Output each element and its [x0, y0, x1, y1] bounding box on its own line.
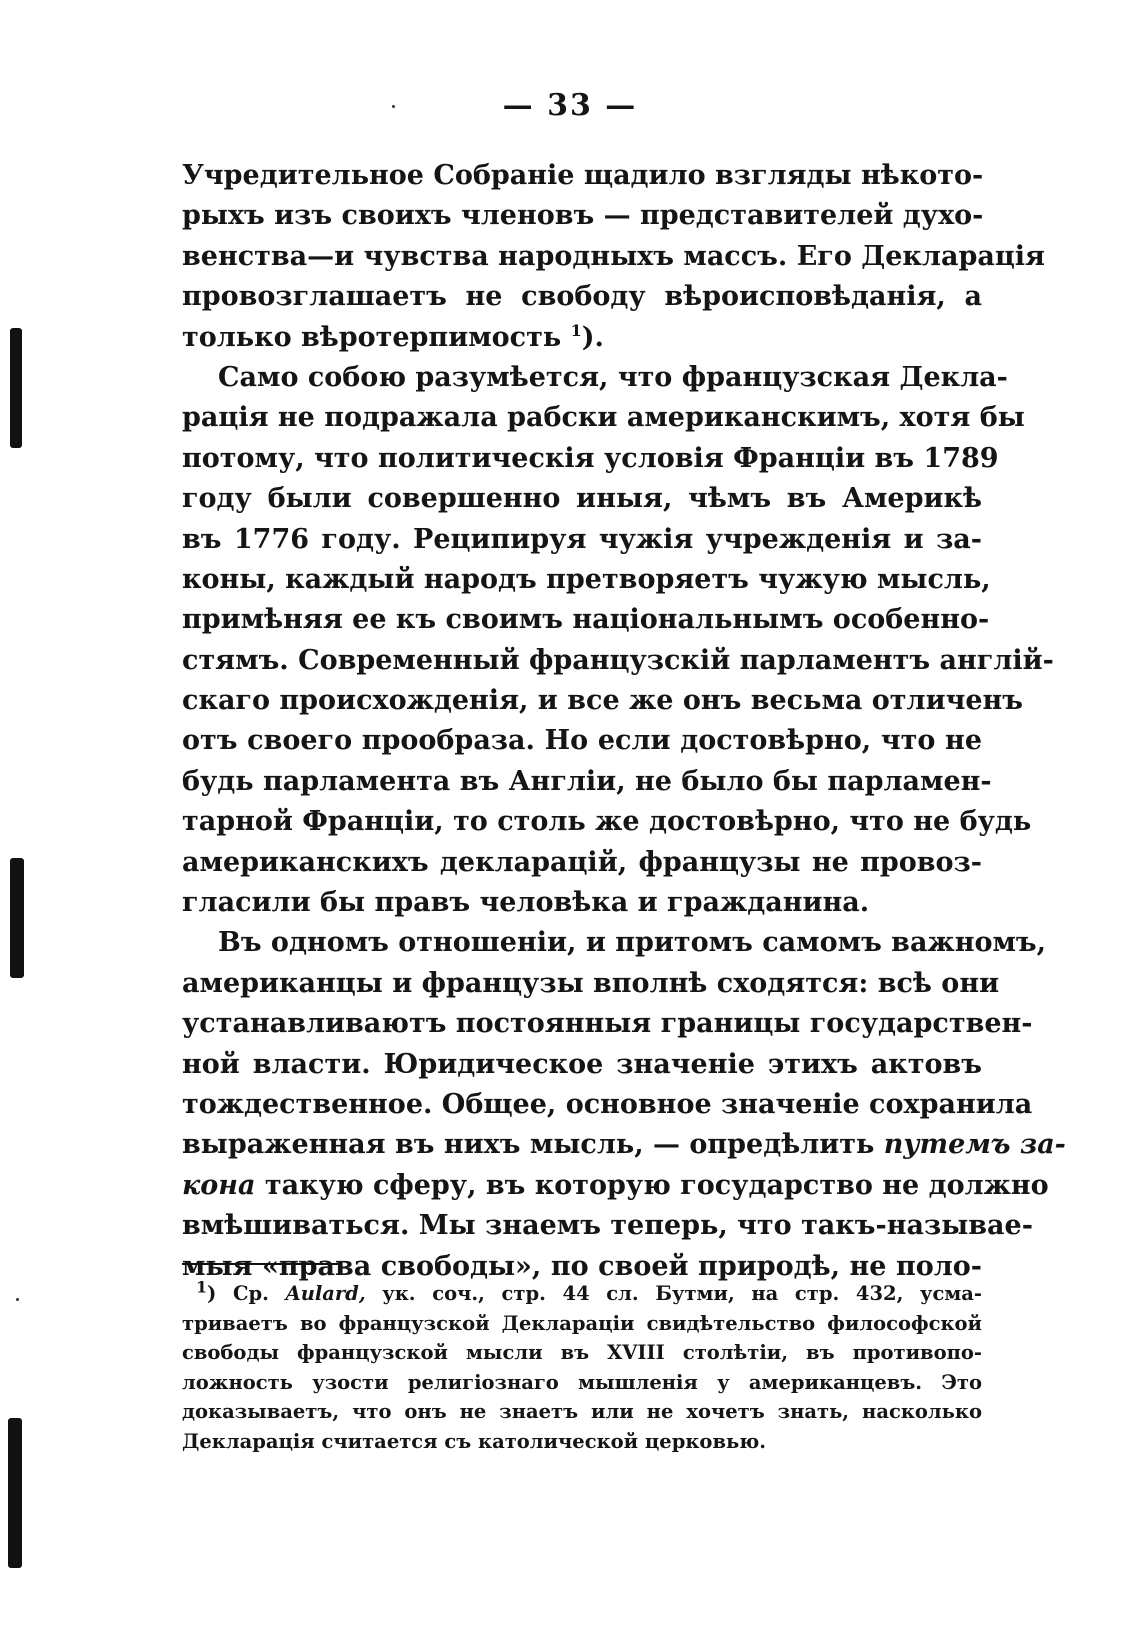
text-line: американцы и французы вполнѣ сходятся: всѣ они: [182, 967, 1000, 999]
text-line: вмѣшиваться. Мы знаемъ теперь, что такъ-называе-: [182, 1210, 1033, 1242]
text-line: въ 1776 году. Реципируя чужія учрежденія и за-: [182, 523, 982, 555]
text-line: будь парламента въ Англіи, не было бы парламен-: [182, 765, 992, 797]
footnote-line: Декларація считается съ католической церковью.: [182, 1429, 767, 1453]
text-line: [182, 1166, 1049, 1206]
text-line: тождественное. Общее, основное значеніе сохранила: [182, 1088, 1033, 1120]
body-text: [182, 156, 1066, 1287]
text-segment: только вѣротерпимость: [182, 321, 571, 353]
footnote-marker: 1: [196, 1277, 208, 1297]
text-line: скаго происхожденія, и все же онъ весьма отличенъ: [182, 685, 1024, 717]
text-line: Само собою разумѣется, что французская Декла-: [218, 361, 1008, 393]
text-line: устанавливаютъ постоянныя границы государствен-: [182, 1008, 1033, 1040]
text-line: Въ одномъ отношеніи, и притомъ самомъ важномъ,: [218, 927, 1047, 959]
text-segment: ): [207, 1282, 217, 1305]
footnote-line: [182, 1279, 982, 1309]
text-line: отъ своего прообраза. Но если достовѣрно, что не: [182, 725, 982, 757]
scan-binding-mark: [10, 328, 22, 448]
text-segment: выраженная въ нихъ мысль, — опредѣлить: [182, 1129, 884, 1161]
text-line: примѣняя ее къ своимъ національнымъ особенно-: [182, 604, 990, 636]
footnote-line: триваетъ во французской Деклараціи свидѣтельство философской: [182, 1311, 982, 1335]
italic-text: Aulard,: [285, 1282, 366, 1305]
text-segment: такую сферу, въ которую государство не должно: [255, 1169, 1049, 1201]
text-line: провозглашаетъ не свободу вѣроисповѣданія, а: [182, 281, 982, 313]
text-line: коны, каждый народъ претворяетъ чужую мысль,: [182, 563, 991, 595]
footnote-line: ложность узости религіознаго мышленія у американцевъ. Это: [182, 1370, 982, 1394]
footnote-line: свободы французской мысли въ XVIII столѣтіи, въ противопо-: [182, 1341, 982, 1364]
text-line: [182, 1125, 1066, 1165]
text-line: потому, что политическія условія Франціи въ 1789: [182, 442, 999, 474]
text-line: рыхъ изъ своихъ членовъ — представителей духо-: [182, 200, 984, 232]
footnote-ref: 1: [570, 320, 582, 340]
text-segment: Ср.: [216, 1282, 286, 1305]
text-line: Учредительное Собраніе щадило взгляды нѣкото-: [182, 160, 984, 191]
text-segment: ).: [581, 321, 604, 353]
text-line: гласили бы правъ человѣка и гражданина.: [182, 887, 870, 919]
text-line: тарной Франціи, то столь же достовѣрно, что не будь: [182, 806, 1032, 838]
text-line: году были совершенно иныя, чѣмъ въ Америкѣ: [182, 483, 982, 515]
text-segment: ук. соч., стр. 44 сл. Бутми, на стр. 432, усма-: [365, 1282, 983, 1305]
text-line: [182, 318, 982, 358]
italic-text: кона: [182, 1169, 256, 1201]
scan-binding-mark: [8, 1418, 22, 1568]
text-line: ной власти. Юридическое значеніе этихъ актовъ: [182, 1048, 982, 1080]
footnote-divider: [182, 1263, 342, 1265]
text-line: мыя «права свободы», по своей природѣ, не поло-: [182, 1250, 982, 1282]
scan-speck: [16, 1298, 19, 1301]
text-line: венства—и чувства народныхъ массъ. Его Декларація: [182, 240, 1045, 272]
footnote-line: доказываетъ, что онъ не знаетъ или не хочетъ знать, насколько: [182, 1400, 982, 1423]
text-line: американскихъ декларацій, французы не провоз-: [182, 846, 982, 878]
text-line: рація не подражала рабски американскимъ, хотя бы: [182, 402, 1025, 434]
footnote: [182, 1279, 982, 1456]
page-number: — 33 —: [502, 88, 638, 123]
italic-text: путемъ за-: [883, 1129, 1066, 1161]
text-line: стямъ. Современный французскій парламентъ англій-: [182, 644, 1054, 676]
scan-binding-mark: [10, 858, 24, 978]
